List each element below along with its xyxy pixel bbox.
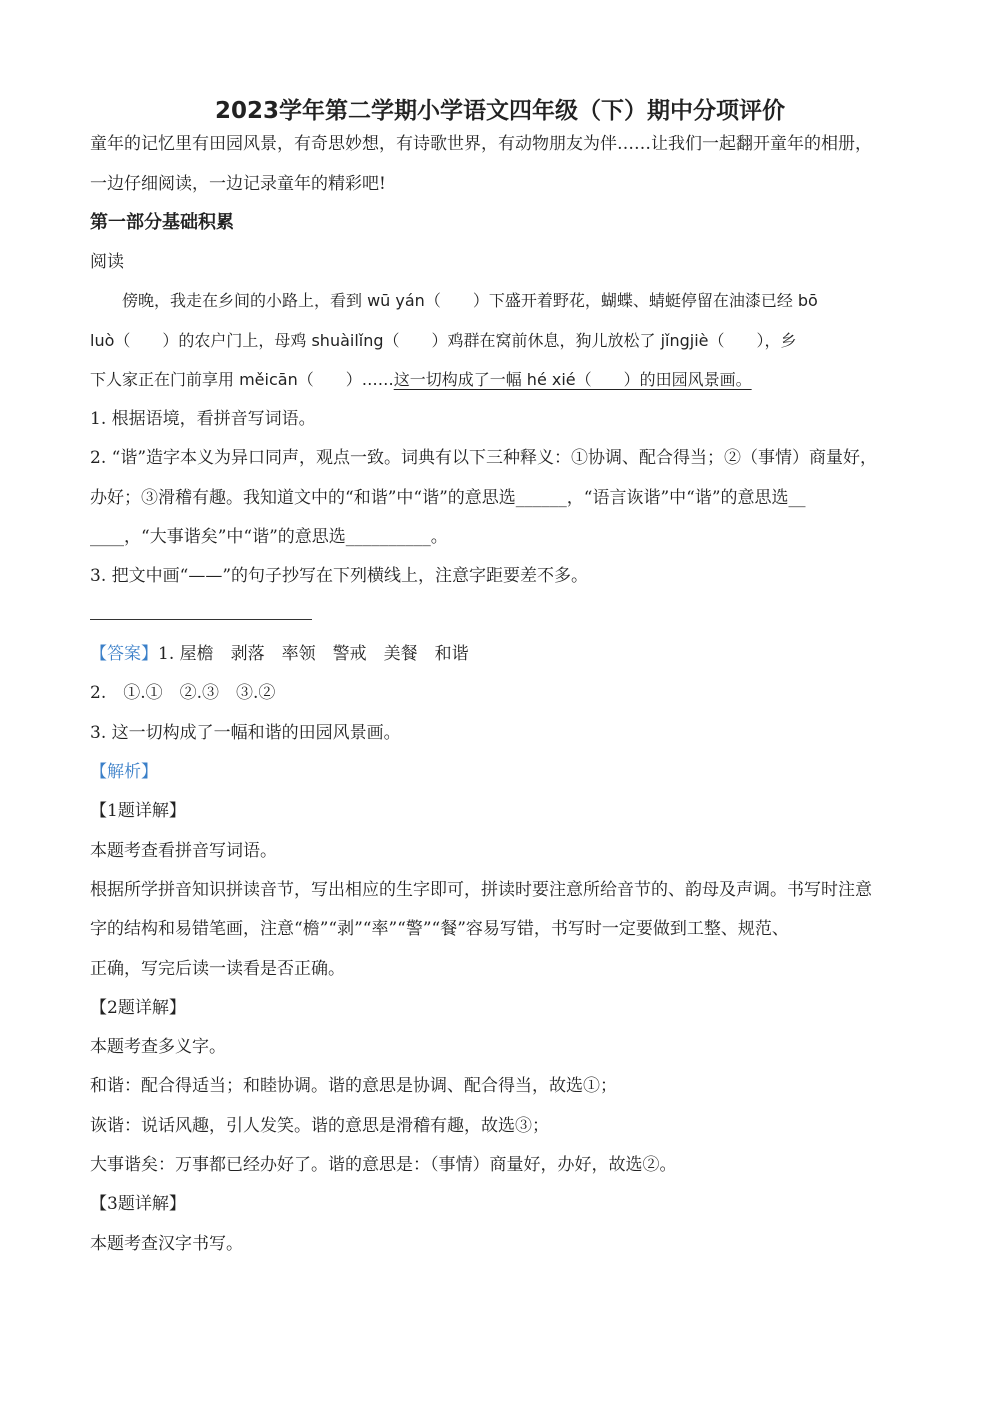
analysis-q1-title: 【1题详解】 bbox=[90, 801, 186, 821]
analysis-q2-title: 【2题详解】 bbox=[90, 998, 186, 1018]
question-1: 1. 根据语境，看拼音写词语。 bbox=[90, 409, 316, 429]
analysis-q2-line-2: 和谐：配合得适当；和睦协调。谐的意思是协调、配合得当，故选①； bbox=[90, 1076, 617, 1096]
intro-line-2: 一边仔细阅读，一边记录童年的精彩吧! bbox=[90, 174, 386, 194]
underlined-sentence: 这一切构成了一幅 hé xié（ ）的田园风景画。 bbox=[393, 370, 752, 389]
reading-label: 阅读 bbox=[90, 252, 124, 272]
question-2-line-3: ____，“大事谐矣”中“谐”的意思选__________。 bbox=[90, 527, 448, 547]
analysis-label: 【解析】 bbox=[90, 762, 158, 782]
question-2-line-1: 2. “谐”造字本义为异口同声，观点一致。词典有以下三种释义：①协调、配合得当；②（事情）商量好， bbox=[90, 448, 878, 468]
passage-line-1: 傍晚，我走在乡间的小路上，看到 wū yán（ ）下盛开着野花，蝴蝶、蜻蜓停留在油漆已经 bō bbox=[122, 291, 818, 310]
intro-line-1: 童年的记忆里有田园风景，有奇思妙想，有诗歌世界，有动物朋友为伴……让我们一起翻开童年的相册， bbox=[90, 134, 872, 154]
answer-blank-line bbox=[90, 619, 312, 620]
analysis-q2-line-3: 诙谐：说话风趣，引人发笑。谐的意思是滑稽有趣，故选③； bbox=[90, 1116, 549, 1136]
answer-2: 2. ①.① ②.③ ③.② bbox=[90, 683, 276, 703]
analysis-q1-line-1: 本题考查看拼音写词语。 bbox=[90, 841, 277, 861]
part1-heading: 第一部分基础积累 bbox=[90, 212, 234, 233]
analysis-q1-line-3: 字的结构和易错笔画，注意“檐”“剥”“率”“警”“餐”容易写错，书写时一定要做到工整、规范、 bbox=[90, 919, 789, 939]
answer-3: 3. 这一切构成了一幅和谐的田园风景画。 bbox=[90, 723, 401, 743]
answer-line-1 bbox=[90, 642, 469, 666]
passage-line-3 bbox=[90, 368, 752, 392]
analysis-q2-line-4: 大事谐矣：万事都已经办好了。谐的意思是：（事情）商量好，办好，故选②。 bbox=[90, 1155, 677, 1175]
question-3: 3. 把文中画“——”的句子抄写在下列横线上，注意字距要差不多。 bbox=[90, 566, 589, 586]
answer-label: 【答案】 bbox=[90, 644, 158, 664]
passage-line-3-plain: 下人家正在门前享用 měicān（ ）…… bbox=[90, 370, 394, 389]
analysis-q2-line-1: 本题考查多义字。 bbox=[90, 1037, 226, 1057]
answer-1: 1. 屋檐 剥落 率领 警戒 美餐 和谐 bbox=[158, 644, 469, 664]
passage-line-2: luò（ ）的农户门上，母鸡 shuàilǐng（ ）鸡群在窝前休息，狗儿放松了 jǐngjiè（ ），乡 bbox=[90, 331, 797, 350]
analysis-q3-line-1: 本题考查汉字书写。 bbox=[90, 1234, 243, 1254]
analysis-q3-title: 【3题详解】 bbox=[90, 1194, 186, 1214]
analysis-q1-line-4: 正确，写完后读一读看是否正确。 bbox=[90, 959, 345, 979]
analysis-q1-line-2: 根据所学拼音知识拼读音节，写出相应的生字即可，拼读时要注意所给音节的、韵母及声调。书写时注意 bbox=[90, 880, 872, 900]
page-title: 2023学年第二学期小学语文四年级（下）期中分项评价 bbox=[214, 98, 785, 124]
question-2-line-2: 办好；③滑稽有趣。我知道文中的“和谐”中“谐”的意思选______，“语言诙谐”中“谐”的意思选__ bbox=[90, 488, 806, 508]
